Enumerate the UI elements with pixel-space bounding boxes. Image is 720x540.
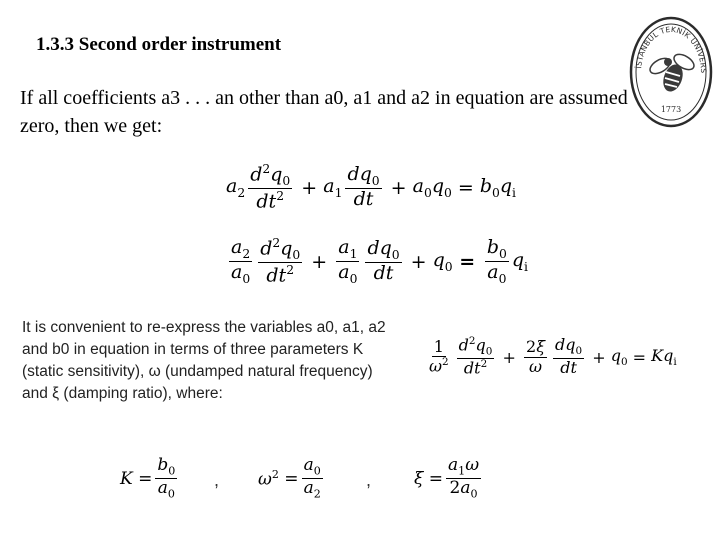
- university-logo: [628, 14, 714, 130]
- explanation-paragraph: It is convenient to re-express the variables a0, a1, a2 and b0 in equation in terms of three parameters K (static sensitivity), ω (undamped natural frequency) and ξ (damping ratio), where:: [22, 319, 386, 402]
- svg-text:İSTANBUL TEKNİK ÜNİVERSİTESİ: İSTANBUL TEKNİK ÜNİVERS: [634, 24, 709, 74]
- equation-1: $a_2$ $\frac{d^2q_0}{dt^2}$ + $a_1$ $\frac{dq_0}{dt}$ + $a_0q_0$ = $b_0q_i$: [226, 162, 516, 213]
- separator-comma: ,: [366, 470, 372, 490]
- equation-xi: ξ = $\frac{a_1\omega}{2a_0}$: [414, 455, 480, 501]
- page-title: 1.3.3 Second order instrument: [36, 34, 282, 55]
- svg-text:1773: 1773: [660, 105, 682, 114]
- equation-2: $\frac{a_2}{a_0}$ $\frac{d^2q_0}{dt^2}$ + $\frac{a_1}{a_0}$ $\frac{dq_0}{dt}$ + $q_0$ = $\frac{b_0}{a_0}$ $q_i$: [231, 236, 528, 287]
- equation-omega: $\omega^2$ = $\frac{a_0}{a_2}$: [258, 455, 321, 501]
- equation-3: $\frac{1}{\omega^2}$ $\frac{d^2q_0}{dt^2}$ + $\frac{2\xi}{\omega}$ $\frac{dq_0}{dt}$ + $q_0$ = $Kq_i$: [429, 335, 677, 378]
- equation-k: K = $\frac{b_0}{a_0}$: [120, 455, 176, 501]
- intro-text: If all coefficients a3 . . . an other than a0, a1 and a2 in equation are assumed zero, then we get:: [20, 87, 628, 137]
- separator-comma: ,: [214, 470, 220, 490]
